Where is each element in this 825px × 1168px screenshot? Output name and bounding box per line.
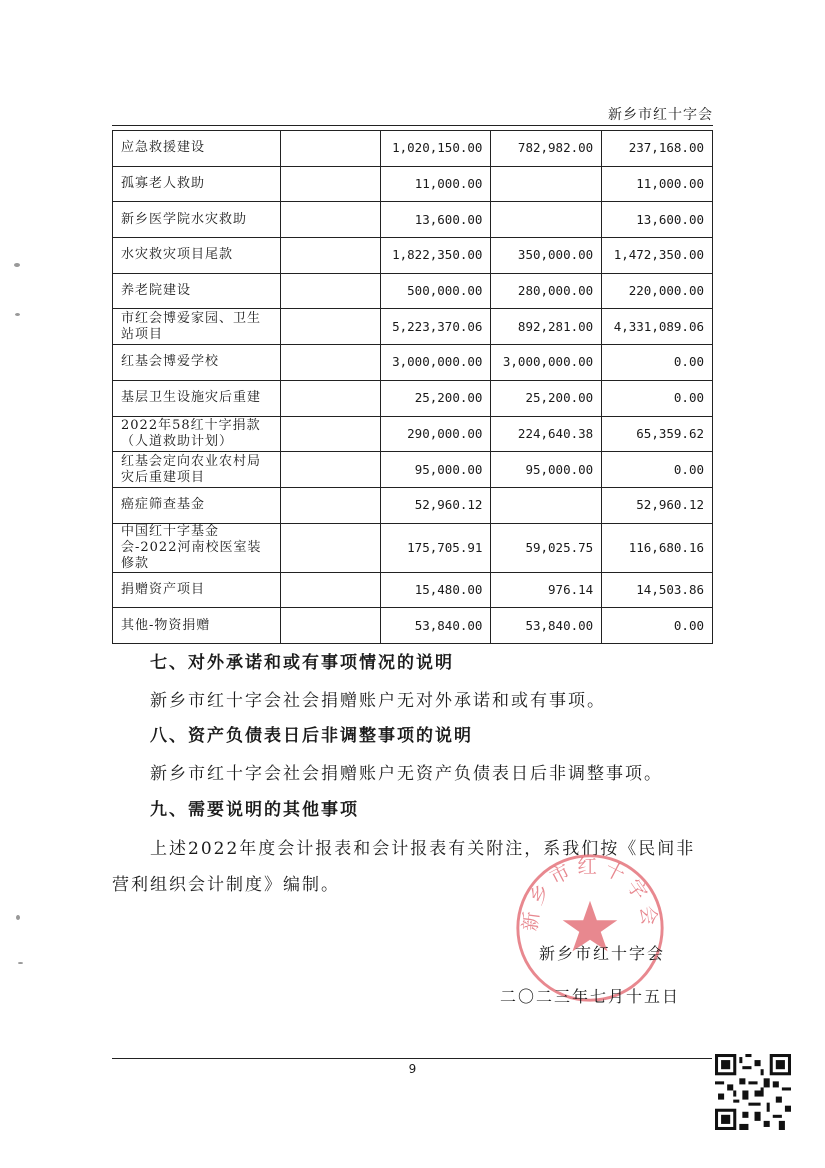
amount-received: 13,600.00	[380, 202, 491, 238]
table-row	[113, 345, 713, 381]
amount-used: 25,200.00	[491, 380, 602, 416]
amount-used: 95,000.00	[491, 452, 602, 488]
project-name: 应急救援建设	[113, 131, 281, 167]
empty-cell	[280, 131, 380, 167]
section-8-text: 新乡市红十字会社会捐赠账户无资产负债表日后非调整事项。	[150, 764, 663, 784]
amount-balance: 14,503.86	[602, 572, 713, 608]
amount-received: 3,000,000.00	[380, 345, 491, 381]
table-row	[113, 380, 713, 416]
official-seal	[512, 850, 668, 1006]
project-name: 中国红十字基金会-2022河南校医室装修款	[113, 523, 281, 572]
header-organization: 新乡市红十字会	[608, 107, 713, 123]
amount-balance: 116,680.16	[602, 523, 713, 572]
amount-balance: 13,600.00	[602, 202, 713, 238]
empty-cell	[280, 608, 380, 644]
svg-text:新乡市红十字会: 新乡市红十字会	[518, 854, 662, 933]
amount-used	[491, 202, 602, 238]
amount-used: 280,000.00	[491, 273, 602, 309]
amount-received: 290,000.00	[380, 416, 491, 452]
amount-received: 15,480.00	[380, 572, 491, 608]
table-row	[113, 202, 713, 238]
table-row	[113, 166, 713, 202]
empty-cell	[280, 572, 380, 608]
amount-balance: 0.00	[602, 608, 713, 644]
amount-used: 224,640.38	[491, 416, 602, 452]
amount-received: 1,822,350.00	[380, 238, 491, 274]
empty-cell	[280, 273, 380, 309]
amount-used: 892,281.00	[491, 309, 602, 345]
project-name: 养老院建设	[113, 273, 281, 309]
amount-used: 350,000.00	[491, 238, 602, 274]
table-row	[113, 523, 713, 572]
amount-used: 53,840.00	[491, 608, 602, 644]
amount-received: 25,200.00	[380, 380, 491, 416]
scan-speck	[18, 962, 23, 964]
table-row	[113, 238, 713, 274]
amount-received: 53,840.00	[380, 608, 491, 644]
scan-speck	[16, 915, 20, 920]
amount-balance: 11,000.00	[602, 166, 713, 202]
project-name: 红基会定向农业农村局灾后重建项目	[113, 452, 281, 488]
empty-cell	[280, 487, 380, 523]
empty-cell	[280, 202, 380, 238]
empty-cell	[280, 166, 380, 202]
empty-cell	[280, 380, 380, 416]
empty-cell	[280, 309, 380, 345]
project-name: 其他-物资捐赠	[113, 608, 281, 644]
project-name: 基层卫生设施灾后重建	[113, 380, 281, 416]
project-name: 新乡医学院水灾救助	[113, 202, 281, 238]
table-row	[113, 572, 713, 608]
amount-received: 500,000.00	[380, 273, 491, 309]
table-row	[113, 416, 713, 452]
amount-balance: 0.00	[602, 452, 713, 488]
amount-used: 59,025.75	[491, 523, 602, 572]
footer-divider	[112, 1058, 712, 1059]
table-row	[113, 608, 713, 644]
table-row	[113, 273, 713, 309]
amount-used: 3,000,000.00	[491, 345, 602, 381]
signature-organization: 新乡市红十字会	[538, 944, 665, 963]
project-name: 癌症筛查基金	[113, 487, 281, 523]
section-9-text: 上述2022年度会计报表和会计报表有关附注，系我们按《民间非营利组织会计制度》编制。	[112, 839, 696, 895]
section-7-text: 新乡市红十字会社会捐赠账户无对外承诺和或有事项。	[150, 691, 606, 711]
empty-cell	[280, 416, 380, 452]
page-number: 9	[408, 1062, 417, 1076]
project-name: 市红会博爱家园、卫生站项目	[113, 309, 281, 345]
empty-cell	[280, 238, 380, 274]
qr-code	[715, 1054, 791, 1130]
project-name: 红基会博爱学校	[113, 345, 281, 381]
amount-received: 95,000.00	[380, 452, 491, 488]
empty-cell	[280, 345, 380, 381]
amount-balance: 0.00	[602, 380, 713, 416]
amount-received: 52,960.12	[380, 487, 491, 523]
amount-balance: 237,168.00	[602, 131, 713, 167]
amount-balance: 1,472,350.00	[602, 238, 713, 274]
amount-used: 782,982.00	[491, 131, 602, 167]
amount-balance: 0.00	[602, 345, 713, 381]
section-8-heading: 八、资产负债表日后非调整事项的说明	[150, 726, 473, 746]
amount-balance: 52,960.12	[602, 487, 713, 523]
amount-received: 1,020,150.00	[380, 131, 491, 167]
scan-speck	[14, 263, 20, 267]
amount-received: 175,705.91	[380, 523, 491, 572]
project-name: 水灾救灾项目尾款	[113, 238, 281, 274]
empty-cell	[280, 523, 380, 572]
amount-used: 976.14	[491, 572, 602, 608]
amount-received: 5,223,370.06	[380, 309, 491, 345]
header-divider	[112, 125, 713, 126]
project-name: 2022年58红十字捐款（人道救助计划）	[113, 416, 281, 452]
table-row	[113, 131, 713, 167]
amount-balance: 4,331,089.06	[602, 309, 713, 345]
table-row	[113, 309, 713, 345]
project-name: 孤寡老人救助	[113, 166, 281, 202]
amount-used	[491, 166, 602, 202]
amount-balance: 65,359.62	[602, 416, 713, 452]
project-name: 捐赠资产项目	[113, 572, 281, 608]
amount-received: 11,000.00	[380, 166, 491, 202]
table-row	[113, 452, 713, 488]
empty-cell	[280, 452, 380, 488]
signature-date: 二〇二三年七月十五日	[499, 987, 680, 1006]
amount-balance: 220,000.00	[602, 273, 713, 309]
section-7-heading: 七、对外承诺和或有事项情况的说明	[150, 653, 454, 673]
amount-used	[491, 487, 602, 523]
table-row	[113, 487, 713, 523]
donation-table	[112, 130, 713, 644]
section-9-heading: 九、需要说明的其他事项	[150, 800, 359, 820]
scan-speck	[15, 313, 20, 316]
